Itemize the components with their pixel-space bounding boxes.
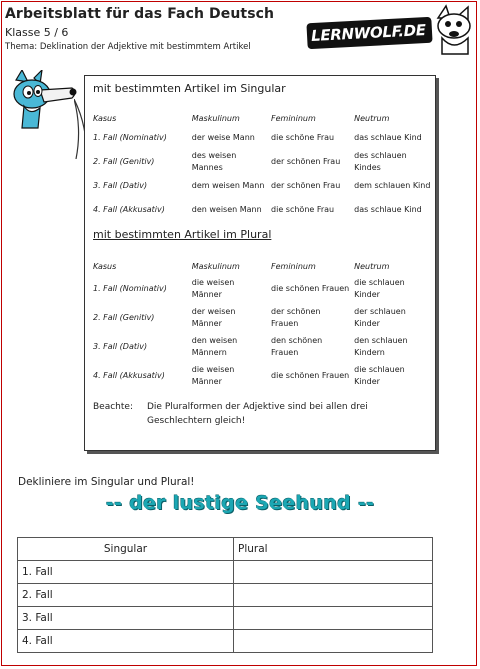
cell-kasus: 2. Fall (Genitiv)	[93, 157, 155, 166]
worksheet-title: Arbeitsblatt für das Fach Deutsch	[5, 6, 275, 22]
table-row	[18, 561, 433, 584]
cell-maskulinum: die weisen Männer	[191, 364, 235, 386]
note-label: Beachte:	[93, 402, 133, 412]
header-kasus: Kasus	[93, 114, 117, 123]
cell-neutrum: die schlauen Kinder	[354, 364, 405, 386]
table-row	[91, 274, 435, 303]
table-row	[91, 303, 435, 332]
cell-femininum: der schönen Frauen	[271, 306, 321, 328]
cell-neutrum: des schlauen Kindes	[354, 151, 407, 172]
cell-maskulinum: der weise Mann	[191, 133, 255, 142]
answer-header-row	[18, 538, 433, 561]
singular-title: mit bestimmten Artikel im Singular	[93, 82, 286, 95]
note	[93, 400, 387, 428]
plural-answer-cell[interactable]	[234, 630, 433, 653]
plural-answer-cell[interactable]	[234, 607, 433, 630]
table-row	[18, 607, 433, 630]
cell-femininum: die schönen Frauen	[271, 283, 350, 293]
exercise-instruction: Dekliniere im Singular und Plural!	[18, 476, 195, 488]
plural-table	[91, 260, 435, 390]
answer-table	[17, 537, 433, 653]
cell-femininum: die schöne Frau	[271, 133, 335, 142]
header-singular: Singular	[18, 538, 234, 561]
cell-neutrum: dem schlauen Kind	[354, 181, 431, 190]
cell-femininum: den schönen Frauen	[271, 335, 323, 357]
header-neutrum: Neutrum	[354, 114, 390, 123]
cell-neutrum: die schlauen Kinder	[354, 277, 405, 299]
cell-kasus: 3. Fall (Dativ)	[93, 341, 148, 351]
cell-femininum: der schönen Frau	[271, 181, 341, 190]
table-row	[91, 361, 435, 390]
grade-label: Klasse 5 / 6	[5, 26, 69, 39]
exercise-phrase: -- der lustige Seehund --	[105, 492, 375, 514]
wolf-mascot-icon	[432, 4, 476, 56]
table-header-row	[91, 112, 435, 126]
logo-text: LERNWOLF.DE	[310, 21, 427, 45]
cell-neutrum: der schlauen Kinder	[354, 306, 406, 328]
fall-label: 1. Fall	[18, 561, 234, 584]
cell-femininum: der schönen Frau	[271, 157, 341, 166]
note-text: Die Pluralformen der Adjektive sind bei allen drei Geschlechtern gleich!	[147, 402, 368, 426]
wolf-mascot-left-icon	[10, 70, 80, 130]
cell-kasus: 4. Fall (Akkusativ)	[93, 205, 165, 214]
cell-kasus: 3. Fall (Dativ)	[93, 181, 148, 190]
fall-label: 3. Fall	[18, 607, 234, 630]
header-femininum: Femininum	[271, 262, 316, 271]
table-row	[18, 630, 433, 653]
header-femininum: Femininum	[271, 114, 316, 123]
plural-answer-cell[interactable]	[234, 561, 433, 584]
plural-answer-cell[interactable]	[234, 584, 433, 607]
fall-label: 4. Fall	[18, 630, 234, 653]
cell-kasus: 4. Fall (Akkusativ)	[93, 370, 165, 380]
cell-maskulinum: den weisen Männern	[191, 335, 238, 357]
header-kasus: Kasus	[93, 262, 117, 271]
header-neutrum: Neutrum	[354, 262, 390, 271]
cell-neutrum: das schlaue Kind	[354, 133, 422, 142]
table-row	[91, 198, 435, 222]
header-maskulinum: Maskulinum	[191, 114, 240, 123]
cell-kasus: 1. Fall (Nominativ)	[93, 283, 167, 293]
table-row	[91, 150, 435, 174]
declension-box	[84, 75, 436, 451]
plural-title: mit bestimmten Artikel im Plural	[93, 228, 272, 241]
cell-maskulinum: des weisen Mannes	[191, 151, 237, 172]
table-row	[18, 584, 433, 607]
cell-femininum: die schöne Frau	[271, 205, 335, 214]
table-header-row	[91, 260, 435, 274]
fall-label: 2. Fall	[18, 584, 234, 607]
header-plural: Plural	[234, 538, 433, 561]
singular-table	[91, 112, 435, 222]
cell-kasus: 1. Fall (Nominativ)	[93, 133, 167, 142]
table-row	[91, 332, 435, 361]
cell-femininum: die schönen Frauen	[271, 370, 350, 380]
cell-kasus: 2. Fall (Genitiv)	[93, 312, 155, 322]
table-row	[91, 174, 435, 198]
header-maskulinum: Maskulinum	[191, 262, 240, 271]
table-row	[91, 126, 435, 150]
topic-label: Thema: Deklination der Adjektive mit bestimmtem Artikel	[5, 42, 251, 52]
cell-maskulinum: die weisen Männer	[191, 277, 235, 299]
cell-maskulinum: der weisen Männer	[191, 306, 236, 328]
cell-maskulinum: dem weisen Mann	[191, 181, 265, 190]
cell-maskulinum: den weisen Mann	[191, 205, 262, 214]
cell-neutrum: den schlauen Kindern	[354, 335, 408, 357]
cell-neutrum: das schlaue Kind	[354, 205, 422, 214]
